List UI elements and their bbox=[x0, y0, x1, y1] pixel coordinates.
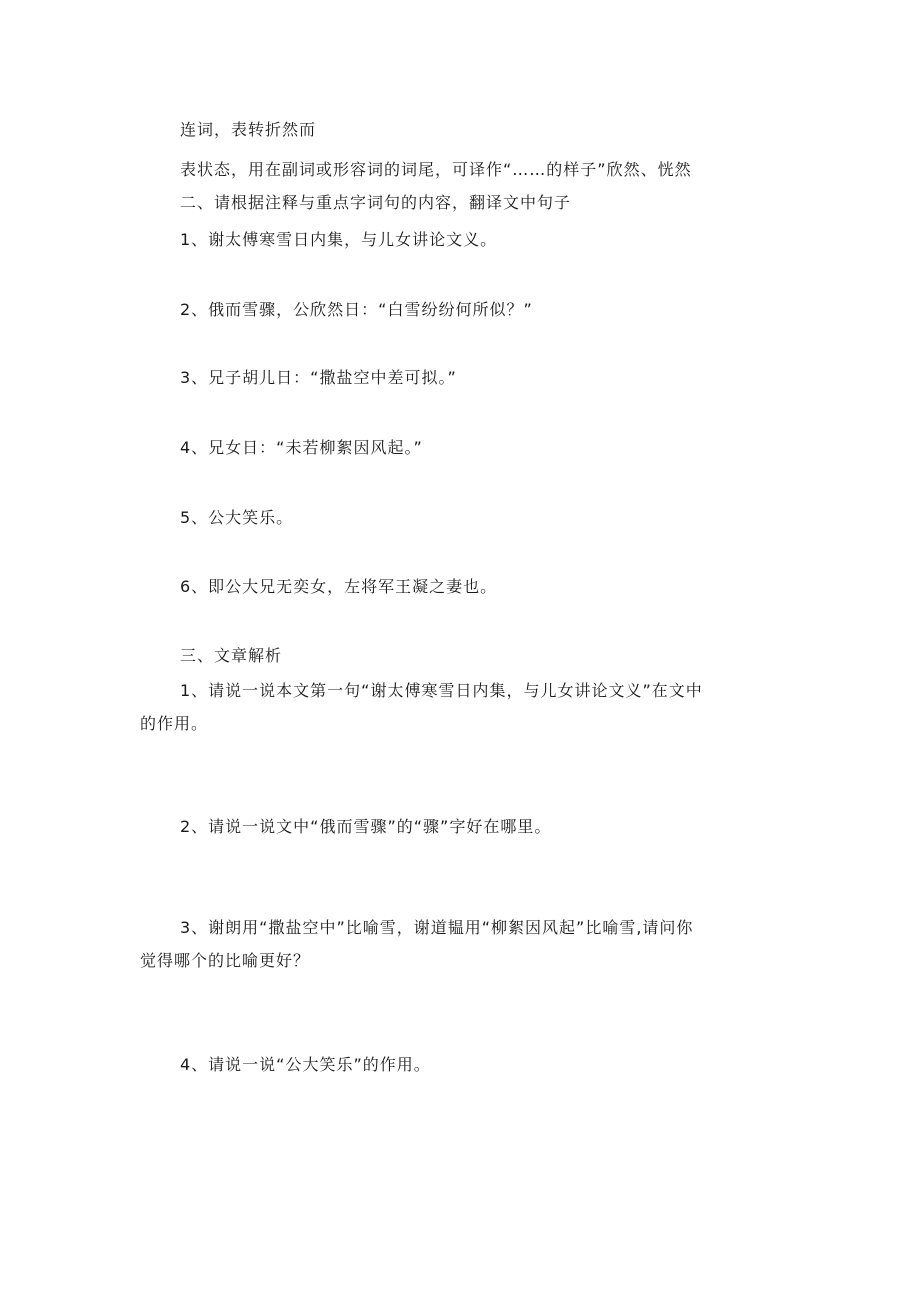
analysis-question-4: 4、请说一说“公大笑乐”的作用。 bbox=[180, 1055, 431, 1074]
analysis-question-1-line1: 1、请说一说本文第一句“谢太傅寒雪日内集，与儿女讲论文义”在文中 bbox=[180, 681, 703, 700]
translate-item-1: 1、谢太傅寒雪日内集，与儿女讲论文义。 bbox=[180, 230, 498, 249]
analysis-question-2: 2、请说一说文中“俄而雪骤”的“骤”字好在哪里。 bbox=[180, 817, 552, 836]
note-conjunction: 连词，表转折然而 bbox=[180, 120, 317, 139]
section-heading-translate: 二、请根据注释与重点字词句的内容，翻译文中句子 bbox=[180, 193, 572, 212]
translate-item-3: 3、兄子胡儿日：“撒盐空中差可拟。” bbox=[180, 368, 457, 387]
section-heading-analysis: 三、文章解析 bbox=[180, 646, 283, 665]
translate-item-4: 4、兄女日：“未若柳絮因风起。” bbox=[180, 438, 423, 457]
translate-item-5: 5、公大笑乐。 bbox=[180, 508, 294, 527]
translate-item-6: 6、即公大兄无奕女，左将军王凝之妻也。 bbox=[180, 577, 498, 596]
analysis-question-3-line1: 3、谢朗用“撒盐空中”比喻雪，谢道韫用“柳絮因风起”比喻雪,请问你 bbox=[180, 918, 694, 937]
analysis-question-3-line2: 觉得哪个的比喻更好？ bbox=[140, 951, 311, 970]
translate-item-2: 2、俄而雪骤，公欣然日：“白雪纷纷何所似？” bbox=[180, 300, 533, 319]
analysis-question-1-line2: 的作用。 bbox=[140, 714, 209, 733]
note-state-suffix: 表状态，用在副词或形容词的词尾，可译作“……的样子”欣然、恍然 bbox=[180, 160, 692, 179]
